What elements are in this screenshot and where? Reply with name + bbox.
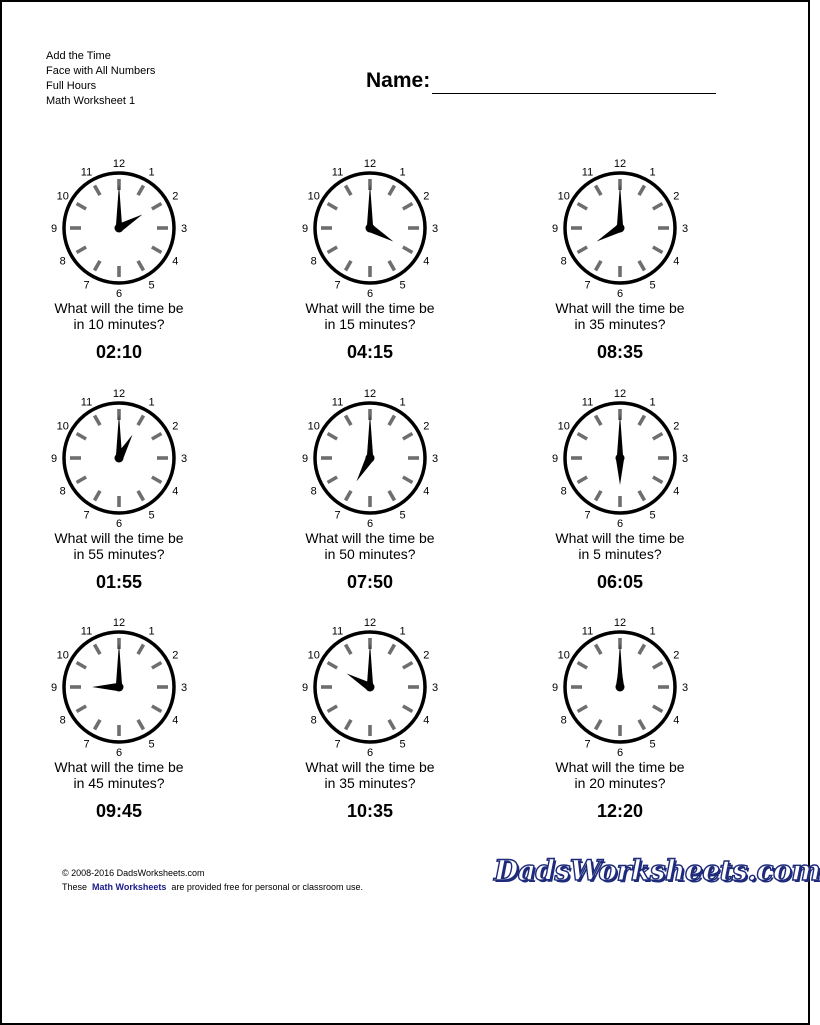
clock-number: 7 [584,279,591,292]
clock-number: 6 [115,747,123,759]
answer: 02:10 [95,342,143,362]
question-line-1: What will the time be [54,759,184,775]
clock-face [551,617,689,759]
usage-note-suffix: are provided free for personal or classroom use. [171,882,363,892]
clock-number: 2 [423,649,430,662]
worksheet-subtitle: Face with All Numbers [46,65,156,77]
clock-number: 3 [431,223,439,235]
worksheet-info [46,49,155,109]
clock-number: 7 [334,279,341,292]
clock-number: 5 [649,279,656,292]
question-line-1: What will the time be [305,530,435,546]
clock-number: 2 [673,420,680,433]
clock-face [551,158,689,300]
question-line-2: in 5 minutes? [578,546,662,562]
center-pin [616,224,625,233]
center-pin [366,454,375,463]
clock-number: 6 [115,288,123,300]
question-line-1: What will the time be [555,759,685,775]
clock-number: 12 [363,617,377,629]
question-line-2: in 35 minutes? [324,775,416,791]
clock-number: 4 [673,255,680,268]
clock-number: 5 [148,738,155,751]
clock-number: 2 [172,649,179,662]
clock-face [301,158,439,300]
clock-number: 1 [148,625,155,638]
clock-number: 9 [50,682,58,694]
name-field[interactable] [366,68,716,94]
clock-number: 4 [172,255,179,268]
clock-number: 10 [307,420,320,433]
clock-number: 12 [112,388,126,400]
clock-number: 10 [307,649,320,662]
problem-7 [19,617,219,847]
clock-number: 10 [557,649,570,662]
problem-question [19,759,219,791]
copyright-text: © 2008-2016 DadsWorksheets.com [62,868,205,878]
clock-number: 11 [331,625,344,638]
clock-number: 5 [399,279,406,292]
clock-face [551,388,689,530]
clock-number: 9 [50,453,58,465]
question-line-2: in 45 minutes? [73,775,165,791]
answer: 08:35 [596,342,644,362]
answer: 01:55 [95,572,143,592]
clock-number: 3 [431,453,439,465]
question-line-1: What will the time be [54,530,184,546]
clock-number: 12 [613,158,627,170]
clock-number: 10 [56,420,69,433]
problem-6 [520,388,720,618]
clock-number: 6 [366,288,374,300]
clock-number: 9 [301,453,309,465]
clock-number: 6 [616,518,624,530]
clock-face [301,617,439,759]
clock-number: 7 [83,279,90,292]
question-line-1: What will the time be [54,300,184,316]
clock-number: 9 [551,682,559,694]
clock-number: 5 [399,738,406,751]
clock-number: 1 [649,625,656,638]
clock-number: 2 [172,420,179,433]
problem-question [520,300,720,332]
clock-face [50,617,188,759]
clock-number: 8 [560,714,567,727]
problem-question [270,759,470,791]
clock-number: 10 [557,420,570,433]
clock-number: 5 [649,509,656,522]
clock-number: 8 [310,485,317,498]
clock-number: 1 [649,396,656,409]
question-line-2: in 20 minutes? [574,775,666,791]
clock-number: 8 [59,714,66,727]
clock-number: 1 [399,396,406,409]
math-worksheets-link[interactable]: Math Worksheets [92,882,167,892]
center-pin [616,454,625,463]
clock-number: 12 [363,388,377,400]
usage-note-prefix: These [62,882,88,892]
clock-number: 3 [681,223,689,235]
clock-number: 12 [613,617,627,629]
problem-2 [270,158,470,388]
clock-number: 11 [581,625,594,638]
answer: 06:05 [596,572,644,592]
worksheet-number: Math Worksheet 1 [46,95,136,107]
problem-question [520,759,720,791]
clock-number: 9 [301,223,309,235]
clock-number: 4 [172,714,179,727]
problem-4 [19,388,219,618]
dadsworksheets-logo[interactable]: DadsWorksheets.com [494,854,820,887]
question-line-2: in 15 minutes? [324,316,416,332]
question-line-1: What will the time be [555,300,685,316]
clock-number: 10 [56,190,69,203]
clock-number: 10 [56,649,69,662]
clock-number: 1 [649,166,656,179]
clock-number: 5 [148,509,155,522]
clock-number: 11 [80,166,93,179]
clock-number: 6 [366,518,374,530]
clock-number: 1 [148,396,155,409]
clock-number: 4 [423,485,430,498]
question-line-2: in 10 minutes? [73,316,165,332]
problem-3 [520,158,720,388]
clock-number: 5 [148,279,155,292]
answer: 07:50 [346,572,394,592]
clock-number: 6 [115,518,123,530]
name-line[interactable] [432,74,716,94]
problem-9 [520,617,720,847]
clock-number: 7 [334,738,341,751]
question-line-2: in 55 minutes? [73,546,165,562]
question-line-1: What will the time be [305,300,435,316]
clock-number: 2 [423,420,430,433]
problem-question [270,530,470,562]
answer: 10:35 [346,801,394,821]
clock-number: 7 [334,509,341,522]
clock-number: 12 [613,388,627,400]
clock-number: 7 [83,738,90,751]
clock-number: 4 [673,485,680,498]
clock-number: 9 [50,223,58,235]
clock-number: 3 [180,682,188,694]
center-pin [115,683,124,692]
clock-number: 9 [551,223,559,235]
clock-number: 4 [423,714,430,727]
clock-number: 6 [616,747,624,759]
clock-number: 2 [172,190,179,203]
clock-number: 12 [112,158,126,170]
clock-number: 4 [423,255,430,268]
problem-question [270,300,470,332]
center-pin [366,683,375,692]
clock-number: 10 [307,190,320,203]
answer: 09:45 [95,801,143,821]
clock-face [301,388,439,530]
problem-8 [270,617,470,847]
question-line-2: in 35 minutes? [574,316,666,332]
problem-question [19,300,219,332]
center-pin [366,224,375,233]
clock-number: 11 [331,396,344,409]
clock-number: 1 [399,166,406,179]
problem-question [19,530,219,562]
clock-number: 11 [581,166,594,179]
clock-number: 4 [673,714,680,727]
center-pin [616,683,625,692]
question-line-1: What will the time be [305,759,435,775]
clock-number: 4 [172,485,179,498]
problem-1 [19,158,219,388]
clock-number: 1 [148,166,155,179]
clock-number: 12 [363,158,377,170]
clock-number: 3 [180,453,188,465]
answer: 12:20 [596,801,644,821]
clock-number: 9 [301,682,309,694]
clock-number: 7 [83,509,90,522]
footer [62,866,363,894]
clock-number: 8 [560,485,567,498]
clock-number: 7 [584,738,591,751]
center-pin [115,454,124,463]
question-line-2: in 50 minutes? [324,546,416,562]
center-pin [115,224,124,233]
clock-number: 2 [673,190,680,203]
question-line-1: What will the time be [555,530,685,546]
clock-number: 7 [584,509,591,522]
clock-number: 11 [80,625,93,638]
clock-number: 6 [366,747,374,759]
clock-number: 8 [310,255,317,268]
clock-number: 3 [180,223,188,235]
problem-5 [270,388,470,618]
clock-number: 5 [399,509,406,522]
clock-number: 1 [399,625,406,638]
clock-number: 10 [557,190,570,203]
clock-face [50,158,188,300]
clock-number: 2 [423,190,430,203]
clock-number: 8 [310,714,317,727]
clock-number: 11 [331,166,344,179]
clock-number: 3 [681,453,689,465]
clock-number: 8 [560,255,567,268]
worksheet-variant: Full Hours [46,80,97,92]
problem-question [520,530,720,562]
clock-number: 8 [59,485,66,498]
worksheet-title: Add the Time [46,50,111,62]
clock-face [50,388,188,530]
clock-number: 2 [673,649,680,662]
clock-number: 3 [681,682,689,694]
clock-number: 8 [59,255,66,268]
clock-number: 12 [112,617,126,629]
clock-number: 5 [649,738,656,751]
name-label: Name: [366,69,431,92]
clock-number: 6 [616,288,624,300]
answer: 04:15 [346,342,394,362]
usage-note [62,880,363,894]
clock-number: 11 [581,396,594,409]
clock-number: 9 [551,453,559,465]
clock-number: 11 [80,396,93,409]
clock-number: 3 [431,682,439,694]
